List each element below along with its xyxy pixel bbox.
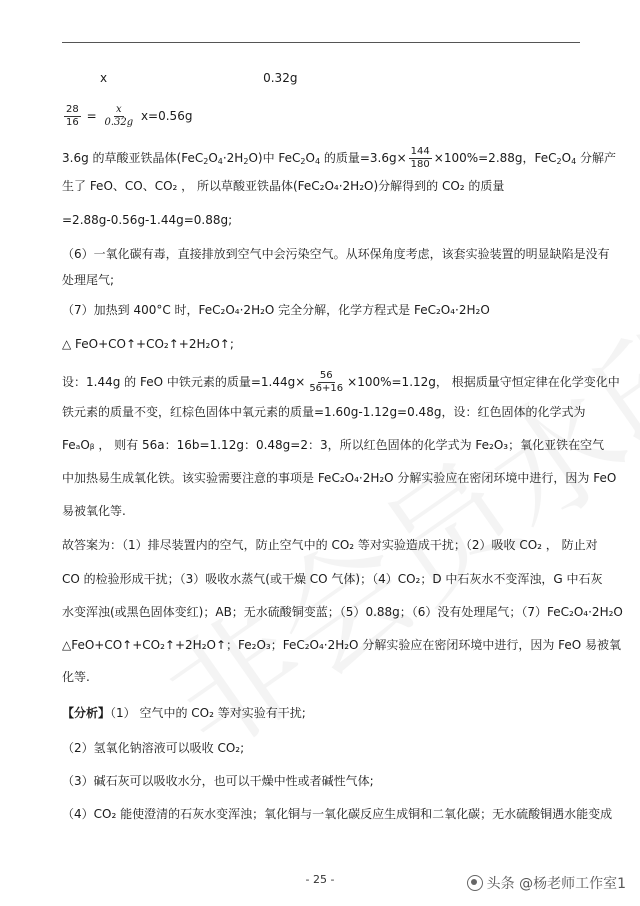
var-x: x xyxy=(100,71,108,85)
text-line: 设：1.44g 的 FeO 中铁元素的质量=1.44g× $\frac{56}{56+16}$ ×100%=1.12g， 根据质量守恒定律在化学变化中 xyxy=(62,370,620,394)
text-line: 处理尾气; xyxy=(62,273,115,287)
text-line: （6）一氧化碳有毒，直接排放到空气中会污染空气。从环保角度考虑，该套实验装置的明显缺陷是没有 xyxy=(62,247,610,261)
brand-logo-icon xyxy=(467,875,483,891)
proportion-line: $\frac{28}{16}$ = $\frac{x}{0.32g}$ x=0.56g xyxy=(66,104,193,128)
fraction-28-16: $\frac{28}{16}$ xyxy=(66,104,79,128)
text-line: 易被氧化等. xyxy=(62,504,126,518)
text-line: FeₐOᵦ ， 则有 56a：16b=1.12g：0.48g=2：3，所以红色固体的化学式为 Fe₂O₃；氧化亚铁在空气 xyxy=(62,438,605,452)
fraction-144-180: $\frac{144}{180}$ xyxy=(410,146,430,170)
text-line: 3.6g 的草酸亚铁晶体$(FeC_2O_4\cdot 2H_2O)$中 $FeC_2O_4$ 的质量=3.6g× $\frac{144}{180}$ ×100%=2.88g，$FeC_2O_4$ 分解产 xyxy=(62,146,616,170)
mass-value: 0.32g xyxy=(263,71,298,85)
analysis-line: （4）CO₂ 能使澄清的石灰水变浑浊；氧化铜与一氧化碳反应生成铜和二氧化碳；无水硫酸铜遇水能变成 xyxy=(62,807,613,821)
fraction-x: $\frac{x}{0.32g}$ xyxy=(104,104,134,128)
analysis-line: （2）氢氧化钠溶液可以吸收 CO₂; xyxy=(62,741,245,755)
answer-line: 化等. xyxy=(62,670,90,684)
text-line: 生了 FeO、CO、CO₂ ， 所以草酸亚铁晶体(FeC₂O₄·2H₂O)分解得到的 CO₂ 的质量 xyxy=(62,179,505,193)
equation-line: △ FeO+CO↑+CO₂↑+2H₂O↑; xyxy=(62,337,234,351)
analysis-label: 【分析】 xyxy=(62,706,111,720)
analysis-line: （3）碱石灰可以吸收水分，也可以干燥中性或者碱性气体; xyxy=(62,774,374,788)
answer-line: △FeO+CO↑+CO₂↑+2H₂O↑；Fe₂O₃；FeC₂O₄·2H₂O 分解实验应在密闭环境中进行，因为 FeO 易被氧 xyxy=(62,638,622,652)
answer-line: CO 的检验形成干扰；（3）吸收水蒸气(或干燥 CO 气体)；（4）CO₂；D 中石灰水不变浑浊，G 中石灰 xyxy=(62,572,603,586)
text-line: =2.88g-0.56g-1.44g=0.88g; xyxy=(62,213,233,227)
answer-line: 水变浑浊(或黑色固体变红)；AB；无水硫酸铜变蓝；（5）0.88g；（6）没有处理尾气；（7）FeC₂O₄·2H₂O xyxy=(62,605,623,619)
brand-watermark: 头条 @杨老师工作室1 xyxy=(467,873,626,893)
header-rule xyxy=(62,42,580,43)
answer-line: 故答案为：（1）排尽装置内的空气，防止空气中的 CO₂ 等对实验造成干扰；（2）吸收 CO₂ ， 防止对 xyxy=(62,538,598,552)
page-number: - 25 - xyxy=(305,873,335,886)
calc-line-x xyxy=(100,70,297,86)
fraction-56-72: $\frac{56}{56+16}$ xyxy=(309,370,344,394)
text-line: 铁元素的质量不变，红棕色固体中氧元素的质量=1.60g-1.12g=0.48g，设：红色固体的化学式为 xyxy=(62,405,586,419)
text-line: （7）加热到 400°C 时，FeC₂O₄·2H₂O 完全分解，化学方程式是 FeC₂O₄·2H₂O xyxy=(62,303,490,317)
text-line: 中加热易生成氧化铁。该实验需要注意的事项是 FeC₂O₄·2H₂O 分解实验应在密闭环境中进行，因为 FeO xyxy=(62,471,617,485)
analysis-line: 【分析】（1） 空气中的 CO₂ 等对实验有干扰; xyxy=(62,706,306,720)
